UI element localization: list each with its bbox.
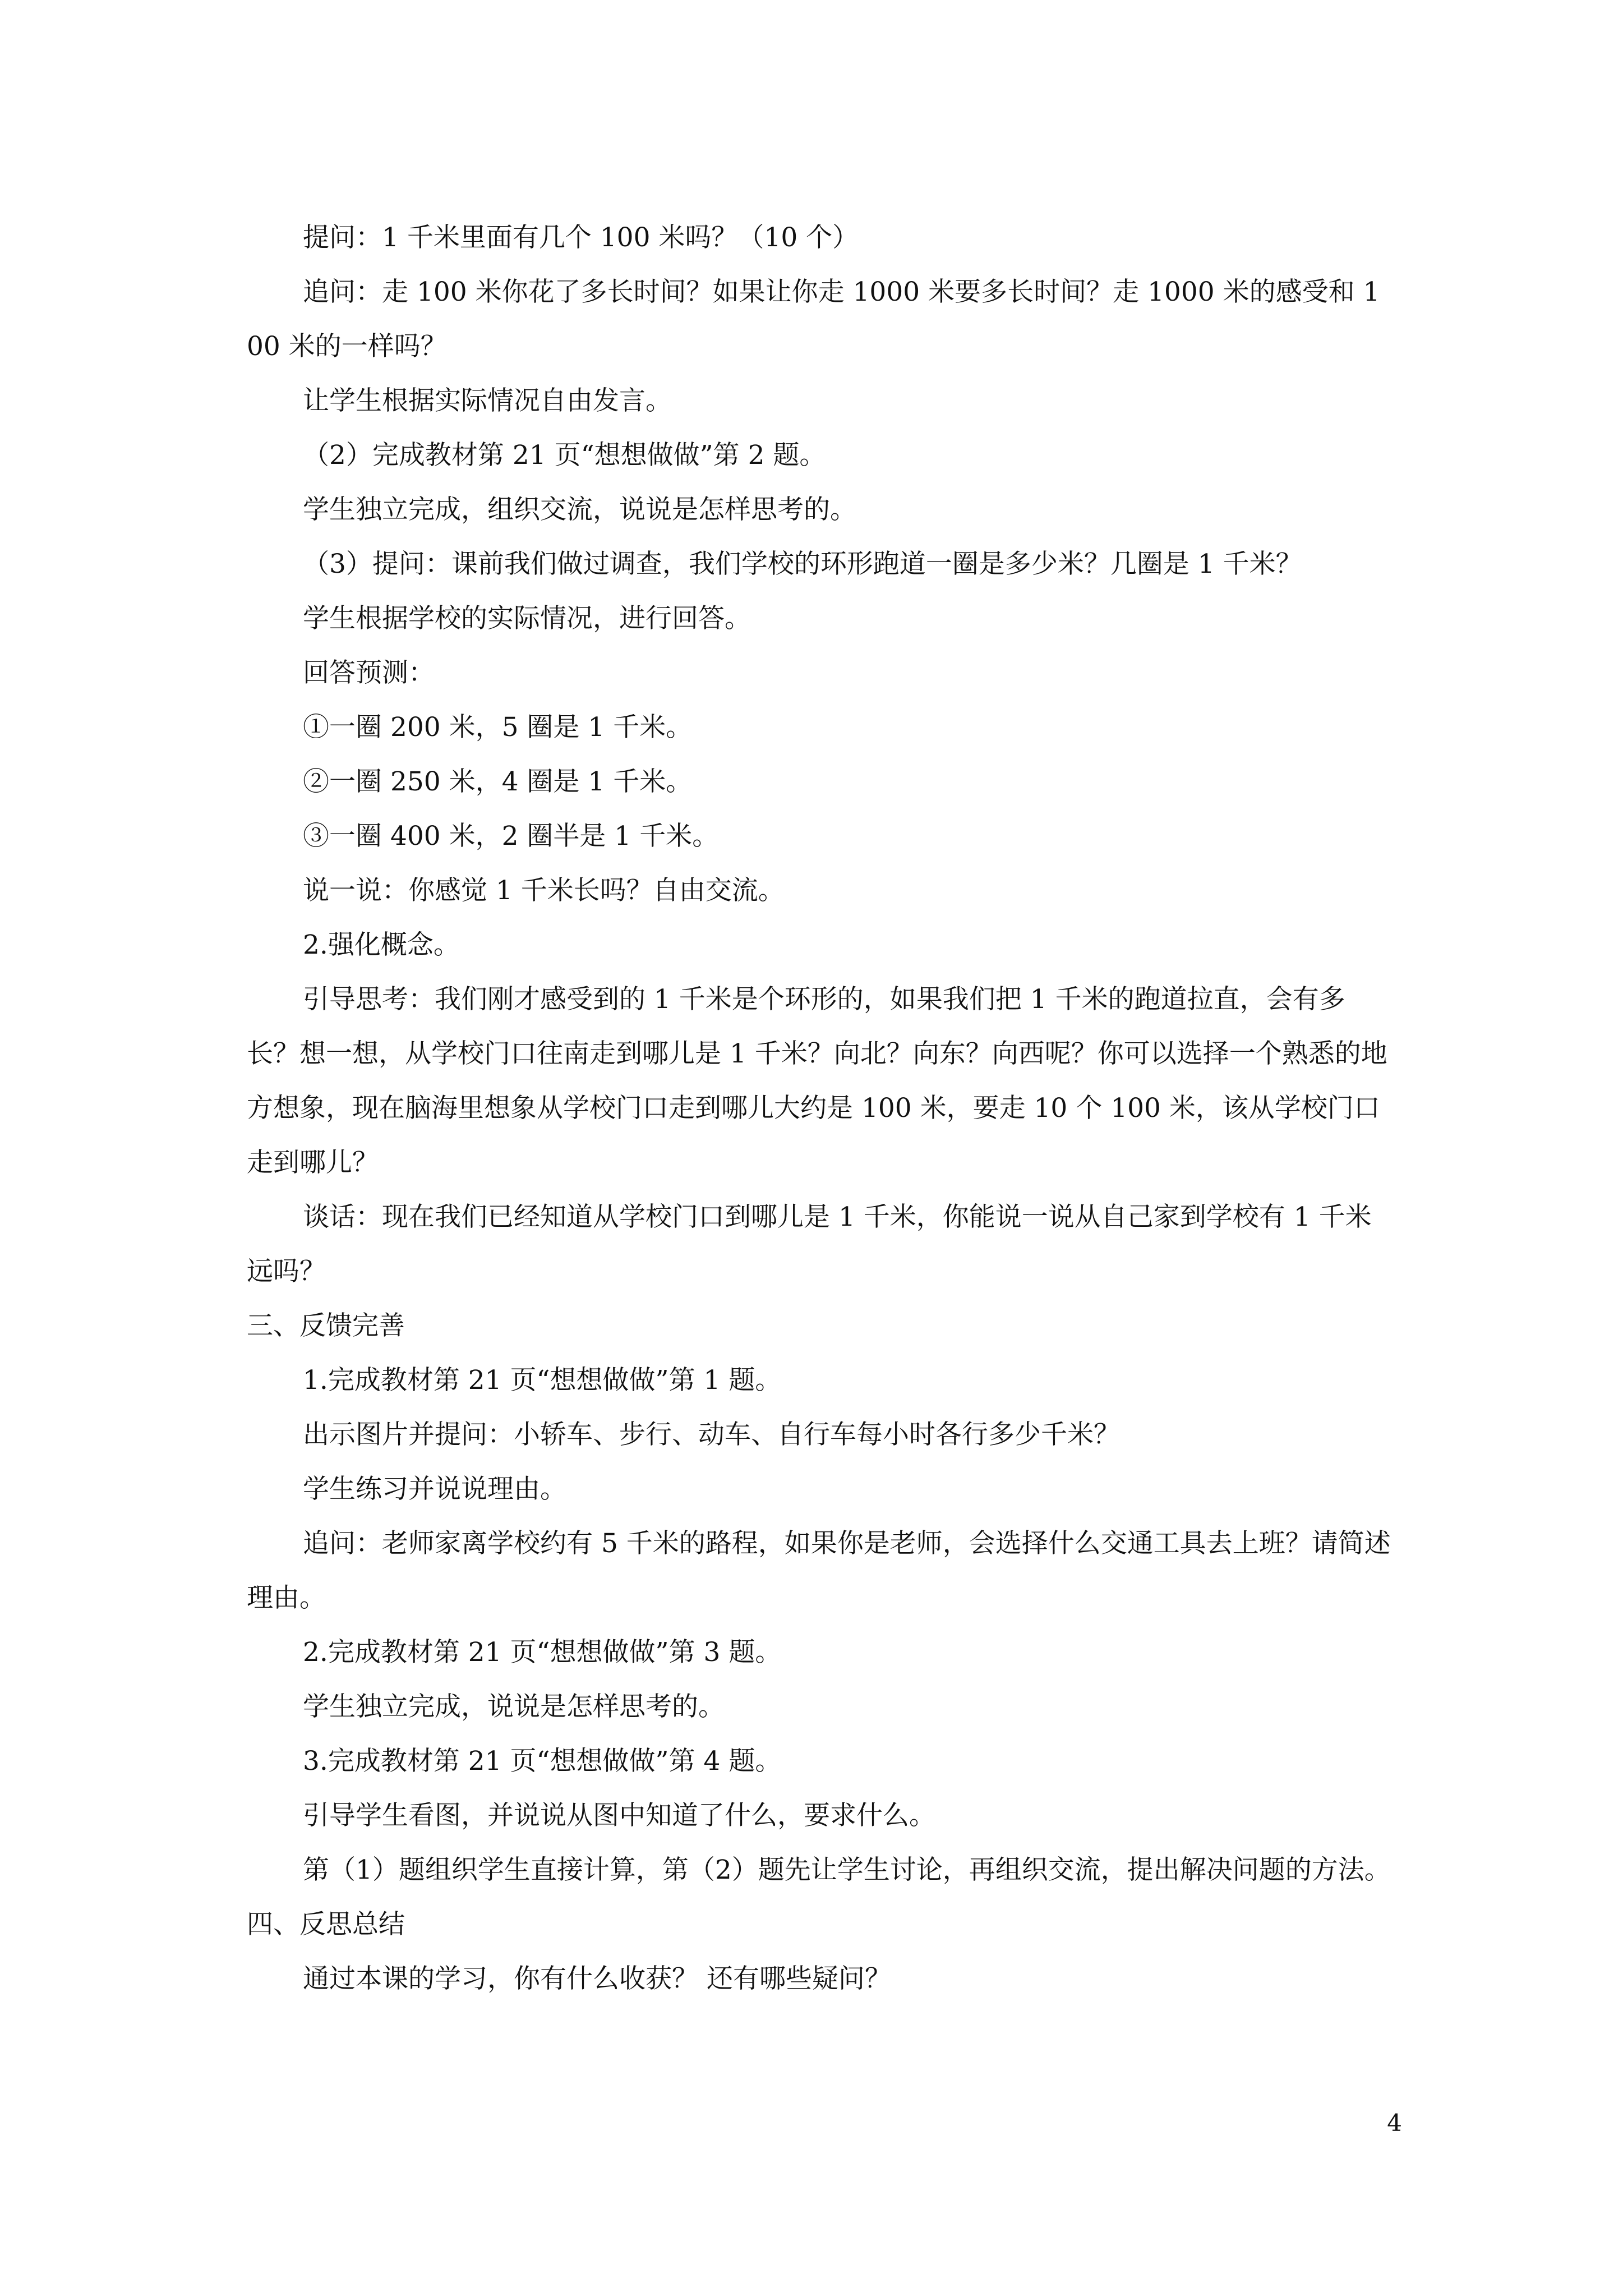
section-heading: 三、反馈完善	[247, 1310, 405, 1341]
paragraph: 提问：1 千米里面有几个 100 米吗？（10 个）	[303, 222, 859, 253]
page-number: 4	[1387, 2109, 1402, 2137]
paragraph: 学生独立完成，说说是怎样思考的。	[303, 1691, 725, 1722]
paragraph: 引导学生看图，并说说从图中知道了什么，要求什么。	[303, 1800, 935, 1831]
paragraph: 学生根据学校的实际情况，进行回答。	[303, 603, 751, 634]
paragraph: ②一圈 250 米，4 圈是 1 千米。	[303, 766, 693, 797]
paragraph: （3）提问：课前我们做过调查，我们学校的环形跑道一圈是多少米？几圈是 1 千米？	[303, 549, 1302, 579]
paragraph: 说一说：你感觉 1 千米长吗？自由交流。	[303, 875, 785, 906]
paragraph: 学生练习并说说理由。	[303, 1474, 566, 1504]
paragraph: （2）完成教材第 21 页“想想做做”第 2 题。	[303, 440, 826, 471]
paragraph: 3.完成教材第 21 页“想想做做”第 4 题。	[303, 1746, 782, 1777]
paragraph: 让学生根据实际情况自由发言。	[303, 385, 672, 416]
paragraph: 引导思考：我们刚才感受到的 1 千米是个环形的，如果我们把 1 千米的跑道拉直，会有多长？想一想，从学校门口往南走到哪儿是 1 千米？向北？向东？向西呢？你可以选择一个熟悉的地方想象，现在脑海里想象从学校门口走到哪儿大约是 100 米，要走 10 个 100 米，该从学校门口走到哪儿？	[247, 984, 1387, 1178]
document-body	[247, 210, 1391, 2006]
paragraph: 1.完成教材第 21 页“想想做做”第 1 题。	[303, 1365, 782, 1396]
paragraph: 通过本课的学习，你有什么收获？ 还有哪些疑问？	[303, 1963, 891, 1994]
paragraph: 2.完成教材第 21 页“想想做做”第 3 题。	[303, 1637, 782, 1668]
paragraph: 2.强化概念。	[303, 930, 460, 960]
paragraph: ①一圈 200 米，5 圈是 1 千米。	[303, 712, 693, 743]
section-heading: 四、反思总结	[247, 1909, 405, 1940]
paragraph: 追问：走 100 米你花了多长时间？如果让你走 1000 米要多长时间？走 1000 米的感受和 100 米的一样吗？	[247, 277, 1380, 362]
paragraph: 追问：老师家离学校约有 5 千米的路程，如果你是老师，会选择什么交通工具去上班？请简述理由。	[247, 1528, 1391, 1613]
paragraph: 回答预测：	[303, 657, 435, 688]
paragraph: 学生独立完成，组织交流，说说是怎样思考的。	[303, 494, 856, 525]
paragraph: 出示图片并提问：小轿车、步行、动车、自行车每小时各行多少千米？	[303, 1419, 1120, 1450]
paragraph: ③一圈 400 米，2 圈半是 1 千米。	[303, 821, 719, 852]
paragraph: 第（1）题组织学生直接计算，第（2）题先让学生讨论，再组织交流，提出解决问题的方法。	[303, 1855, 1391, 1885]
paragraph: 谈话：现在我们已经知道从学校门口到哪儿是 1 千米，你能说一说从自己家到学校有 1 千米远吗？	[247, 1202, 1372, 1287]
